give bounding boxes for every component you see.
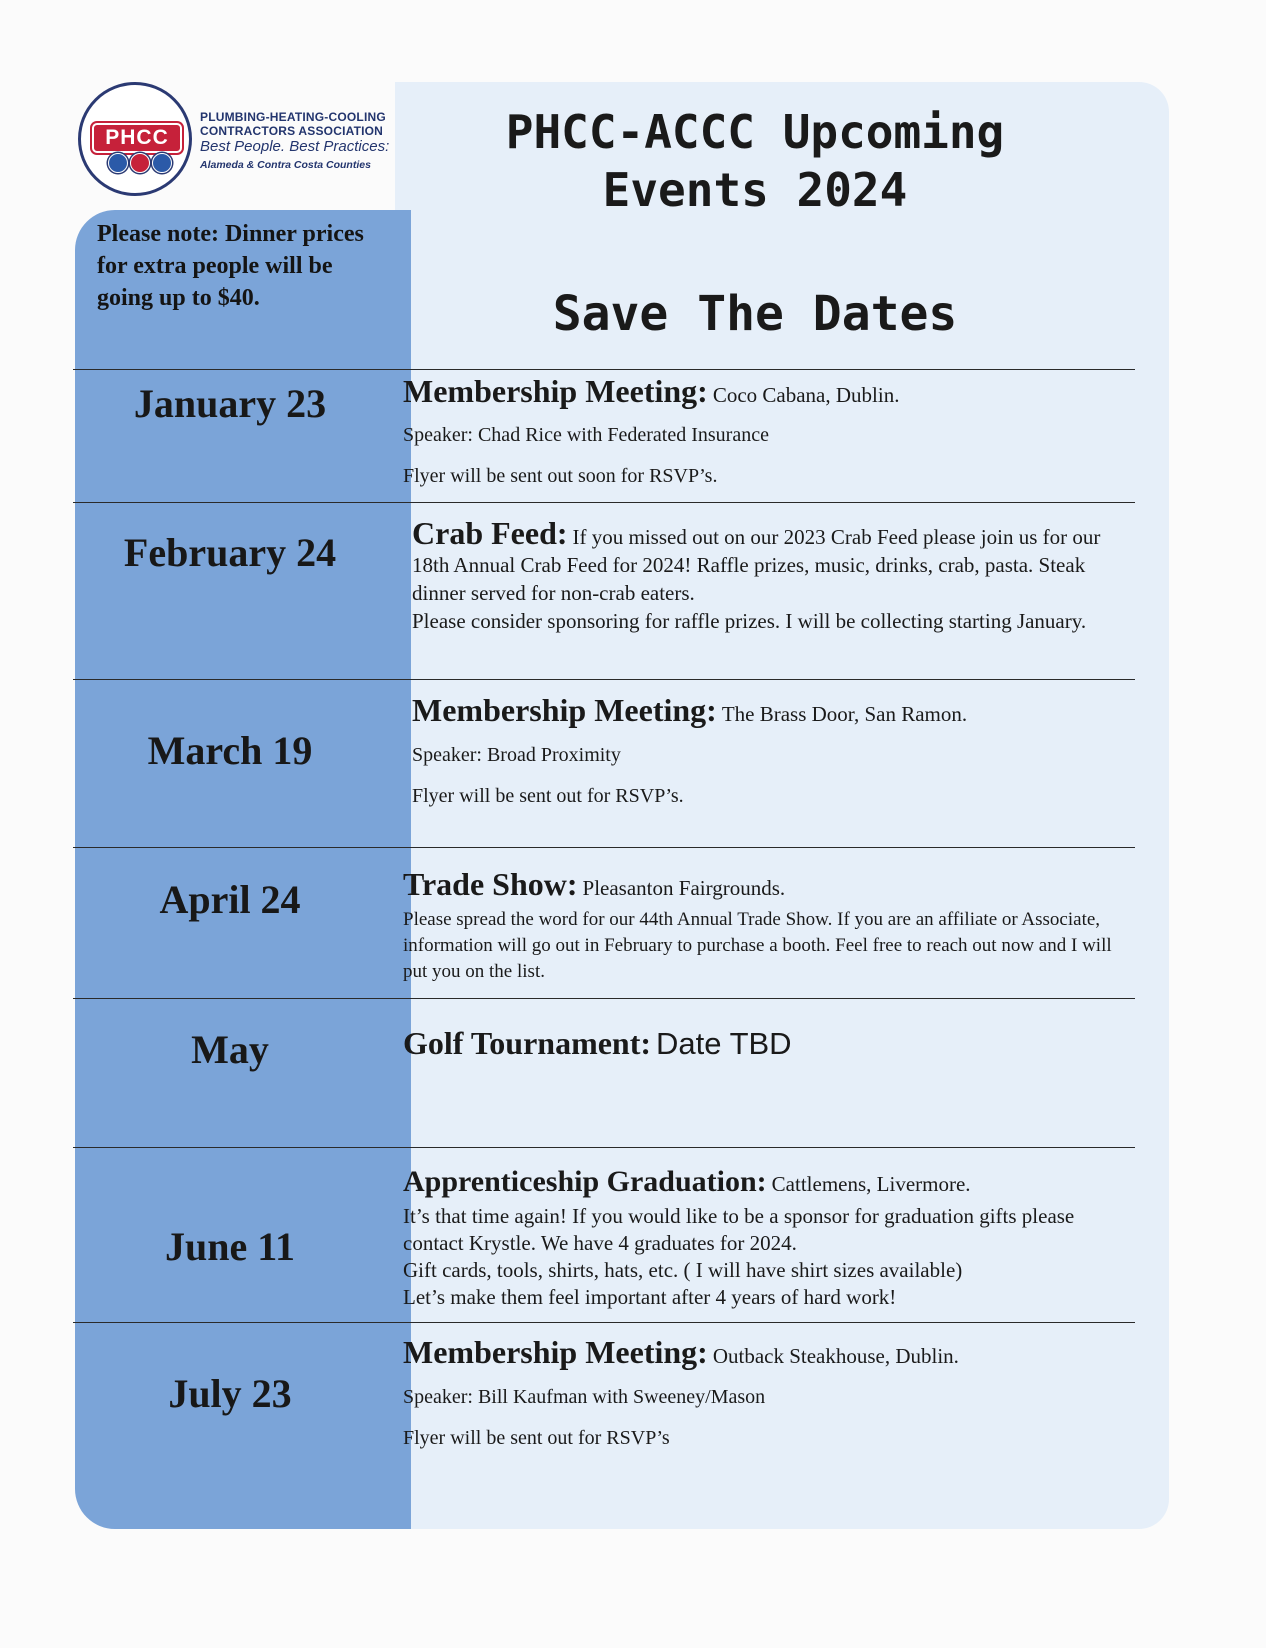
event-location: The Brass Door, San Ramon.: [721, 702, 968, 726]
event-details: [403, 372, 1123, 497]
row-divider: [73, 502, 1135, 503]
event-heading: Trade Show:: [403, 866, 578, 902]
event-location: Outback Steakhouse, Dublin.: [712, 1344, 959, 1368]
event-line: Please spread the word for our 44th Annual Trade Show. If you are an affiliate or Associate, information will go out in February to purchase a booth. Feel free to reach out now and I will put you on the list.: [403, 909, 1112, 982]
row-divider: [73, 1147, 1135, 1148]
event-line: Flyer will be sent out for RSVP’s.: [412, 785, 684, 807]
event-details: [403, 1022, 1123, 1069]
snowflake-icon: [152, 153, 172, 173]
event-line: Speaker: Broad Proximity: [412, 744, 621, 766]
event-line: Speaker: Chad Rice with Federated Insurance: [403, 424, 769, 446]
event-date: July 23: [168, 1371, 292, 1416]
row-divider: [73, 369, 1135, 370]
event-line: Please consider sponsoring for raffle prizes. I will be collecting starting January.: [412, 609, 1087, 633]
event-line: Flyer will be sent out soon for RSVP’s.: [403, 465, 718, 487]
event-location: Pleasanton Fairgrounds.: [582, 876, 786, 900]
event-date: March 19: [147, 728, 313, 773]
page-title: [400, 103, 1110, 219]
logo-badge: PHCC: [92, 123, 182, 153]
event-line: It’s that time again! If you would like to be a sponsor for graduation gifts please contact Krystle. We have 4 graduates for 2024.: [403, 1204, 1075, 1255]
event-description: If you missed out on our 2023 Crab Feed please join us for our 18th Annual Crab Feed for 2024! Raffle prizes, music, drinks, crab, pasta. Steak dinner served for non-crab eaters.: [412, 525, 1101, 605]
logo-text: [200, 110, 410, 174]
event-line: Let’s make them feel important after 4 years of hard work!: [403, 1285, 897, 1309]
event-heading: Membership Meeting:: [403, 373, 708, 409]
row-divider: [73, 1322, 1135, 1323]
row-divider: [73, 998, 1135, 999]
event-heading: Membership Meeting:: [403, 1334, 708, 1370]
event-line: Flyer will be sent out for RSVP’s: [403, 1427, 670, 1449]
logo-region: Alameda & Contra Costa Counties: [200, 159, 371, 171]
flame-icon: [130, 153, 150, 173]
row-divider: [73, 679, 1135, 680]
event-heading: Crab Feed:: [412, 515, 568, 551]
dinner-price-note: Please note: Dinner prices for extra people will be going up to $40.: [97, 221, 364, 311]
row-divider: [73, 847, 1135, 848]
logo-line2: CONTRACTORS ASSOCIATION: [200, 124, 384, 138]
logo-drop-icons: [104, 153, 174, 173]
event-location: Cattlemens, Livermore.: [771, 1172, 971, 1196]
event-details: [412, 690, 1132, 817]
event-heading: Membership Meeting:: [412, 692, 717, 728]
event-line: Speaker: Bill Kaufman with Sweeney/Mason: [403, 1386, 766, 1408]
event-date: April 24: [159, 877, 301, 922]
event-location: Coco Cabana, Dublin.: [712, 383, 900, 407]
event-heading: Golf Tournament:: [403, 1025, 652, 1061]
event-date: May: [191, 1027, 269, 1072]
water-drop-icon: [108, 153, 128, 173]
phcc-logo: [70, 82, 410, 204]
event-location: Date TBD: [656, 1026, 792, 1061]
event-details: [403, 866, 1123, 985]
event-heading: Apprenticeship Graduation:: [403, 1165, 767, 1198]
event-line: Gift cards, tools, shirts, hats, etc. ( I will have shirt sizes available): [403, 1258, 963, 1282]
event-date: February 24: [123, 530, 337, 575]
page-subtitle: Save The Dates: [552, 286, 958, 342]
event-details: [412, 515, 1122, 635]
event-date: January 23: [133, 381, 327, 426]
logo-line1: PLUMBING-HEATING-COOLING: [200, 110, 386, 124]
logo-emblem: [78, 82, 192, 196]
event-date: June 11: [164, 1224, 296, 1269]
logo-tagline: Best People. Best Practices:: [200, 138, 390, 155]
title-line2: Events 2024: [602, 163, 908, 217]
event-details: [403, 1164, 1123, 1311]
title-line1: PHCC-ACCC Upcoming: [505, 105, 1005, 159]
event-details: [403, 1333, 1123, 1458]
